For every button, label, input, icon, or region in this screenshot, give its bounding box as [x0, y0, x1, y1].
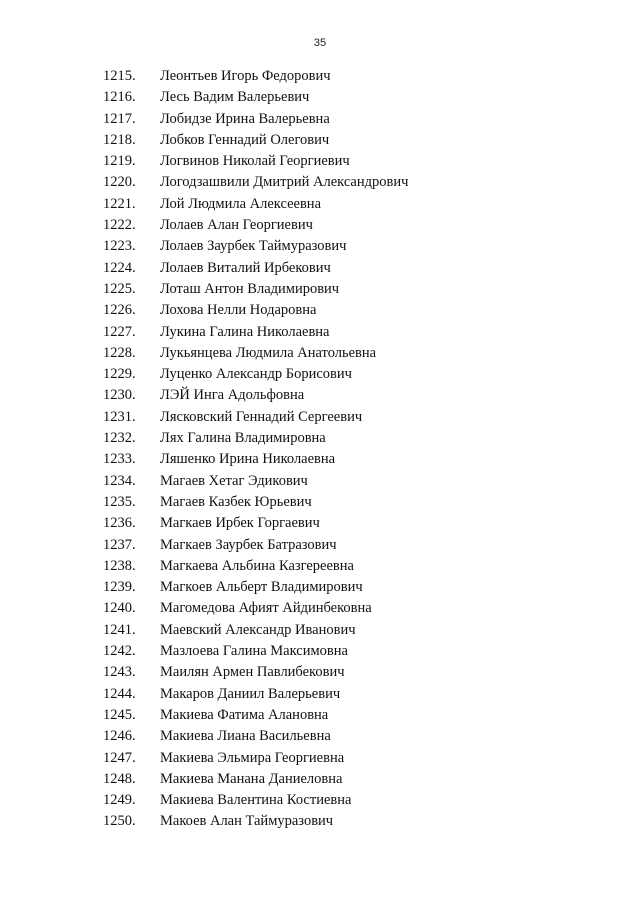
- entry-name: Лесь Вадим Валерьевич: [160, 89, 310, 106]
- entry-number: 1230.: [103, 387, 136, 404]
- entry-name: Магкаева Альбина Казгереевна: [160, 557, 354, 574]
- page-number: 35: [313, 37, 327, 49]
- entry-name: Магкаев Ирбек Горгаевич: [160, 515, 320, 532]
- entry-number: 1224.: [103, 259, 136, 276]
- name-list: [103, 66, 583, 833]
- entry-name: Макиева Фатима Алановна: [160, 706, 329, 723]
- list-item: [103, 556, 583, 577]
- list-item: [103, 194, 583, 215]
- list-item: [103, 151, 583, 172]
- entry-name: Магомедова Афият Айдинбековна: [160, 600, 372, 617]
- list-item: [103, 662, 583, 683]
- entry-name: Маилян Армен Павлибекович: [160, 664, 345, 681]
- entry-name: Лолаев Алан Георгиевич: [160, 217, 313, 234]
- entry-name: Макиева Эльмира Георгиевна: [160, 749, 345, 766]
- list-item: [103, 705, 583, 726]
- entry-name: Логодзашвили Дмитрий Александрович: [160, 174, 409, 191]
- list-item: [103, 364, 583, 385]
- entry-number: 1250.: [103, 813, 136, 830]
- entry-number: 1220.: [103, 174, 136, 191]
- list-item: [103, 535, 583, 556]
- entry-name: Лукьянцева Людмила Анатольевна: [160, 344, 377, 361]
- entry-number: 1229.: [103, 366, 136, 383]
- list-item: [103, 66, 583, 87]
- list-item: [103, 258, 583, 279]
- entry-name: Логвинов Николай Георгиевич: [160, 153, 350, 170]
- list-item: [103, 641, 583, 662]
- list-item: [103, 620, 583, 641]
- entry-name: Магаев Хетаг Эдикович: [160, 472, 308, 489]
- entry-name: Лой Людмила Алексеевна: [160, 195, 322, 212]
- entry-number: 1233.: [103, 451, 136, 468]
- entry-number: 1241.: [103, 621, 136, 638]
- entry-name: Макиева Валентина Костиевна: [160, 792, 352, 809]
- entry-number: 1232.: [103, 430, 136, 447]
- list-item: [103, 407, 583, 428]
- entry-number: 1249.: [103, 792, 136, 809]
- entry-name: Магкаев Заурбек Батразович: [160, 536, 337, 553]
- list-item: [103, 87, 583, 108]
- entry-number: 1217.: [103, 110, 136, 127]
- list-item: [103, 726, 583, 747]
- list-item: [103, 449, 583, 470]
- entry-number: 1234.: [103, 472, 136, 489]
- list-item: [103, 215, 583, 236]
- entry-name: Луценко Александр Борисович: [160, 366, 352, 383]
- entry-number: 1244.: [103, 685, 136, 702]
- entry-number: 1238.: [103, 557, 136, 574]
- entry-number: 1243.: [103, 664, 136, 681]
- entry-name: Лолаев Заурбек Таймуразович: [160, 238, 347, 255]
- entry-name: Лобидзе Ирина Валерьевна: [160, 110, 330, 127]
- list-item: [103, 300, 583, 321]
- entry-number: 1231.: [103, 408, 136, 425]
- list-item: [103, 385, 583, 406]
- list-item: [103, 109, 583, 130]
- entry-name: Лясковский Геннадий Сергеевич: [160, 408, 363, 425]
- entry-number: 1237.: [103, 536, 136, 553]
- entry-number: 1236.: [103, 515, 136, 532]
- entry-number: 1239.: [103, 579, 136, 596]
- entry-number: 1226.: [103, 302, 136, 319]
- entry-name: Лолаев Виталий Ирбекович: [160, 259, 331, 276]
- entry-number: 1223.: [103, 238, 136, 255]
- entry-name: Ляшенко Ирина Николаевна: [160, 451, 336, 468]
- entry-name: Лохова Нелли Нодаровна: [160, 302, 317, 319]
- entry-name: Магаев Казбек Юрьевич: [160, 493, 312, 510]
- entry-number: 1227.: [103, 323, 136, 340]
- entry-number: 1246.: [103, 728, 136, 745]
- entry-name: Лях Галина Владимировна: [160, 430, 326, 447]
- entry-number: 1219.: [103, 153, 136, 170]
- entry-number: 1248.: [103, 770, 136, 787]
- list-item: [103, 172, 583, 193]
- entry-name: Маевский Александр Иванович: [160, 621, 356, 638]
- entry-number: 1215.: [103, 68, 136, 84]
- entry-name: Макиева Манана Даниеловна: [160, 770, 343, 787]
- list-item: [103, 790, 583, 811]
- list-item: [103, 492, 583, 513]
- entry-name: Леонтьев Игорь Федорович: [160, 68, 331, 84]
- entry-name: Макиева Лиана Васильевна: [160, 728, 331, 745]
- entry-name: ЛЭЙ Инга Адольфовна: [160, 387, 305, 404]
- entry-number: 1247.: [103, 749, 136, 766]
- entry-number: 1245.: [103, 706, 136, 723]
- entry-number: 1216.: [103, 89, 136, 106]
- entry-number: 1225.: [103, 280, 136, 297]
- entry-number: 1242.: [103, 643, 136, 660]
- entry-number: 1221.: [103, 195, 136, 212]
- list-item: [103, 598, 583, 619]
- list-item: [103, 513, 583, 534]
- entry-name: Лоташ Антон Владимирович: [160, 280, 340, 297]
- entry-number: 1218.: [103, 131, 136, 148]
- entry-name: Макаров Даниил Валерьевич: [160, 685, 341, 702]
- entry-number: 1222.: [103, 217, 136, 234]
- entry-name: Лобков Геннадий Олегович: [160, 131, 330, 148]
- list-item: [103, 279, 583, 300]
- entry-name: Мазлоева Галина Максимовна: [160, 643, 348, 660]
- list-item: [103, 322, 583, 343]
- list-item: [103, 577, 583, 598]
- list-item: [103, 428, 583, 449]
- entry-name: Лукина Галина Николаевна: [160, 323, 330, 340]
- list-item: [103, 343, 583, 364]
- entry-number: 1240.: [103, 600, 136, 617]
- list-item: [103, 769, 583, 790]
- entry-number: 1235.: [103, 493, 136, 510]
- entry-name: Магкоев Альберт Владимирович: [160, 579, 363, 596]
- list-item: [103, 748, 583, 769]
- list-item: [103, 471, 583, 492]
- entry-name: Макоев Алан Таймуразович: [160, 813, 334, 830]
- list-item: [103, 130, 583, 151]
- list-item: [103, 236, 583, 257]
- list-item: [103, 684, 583, 705]
- entry-number: 1228.: [103, 344, 136, 361]
- list-item: [103, 811, 583, 832]
